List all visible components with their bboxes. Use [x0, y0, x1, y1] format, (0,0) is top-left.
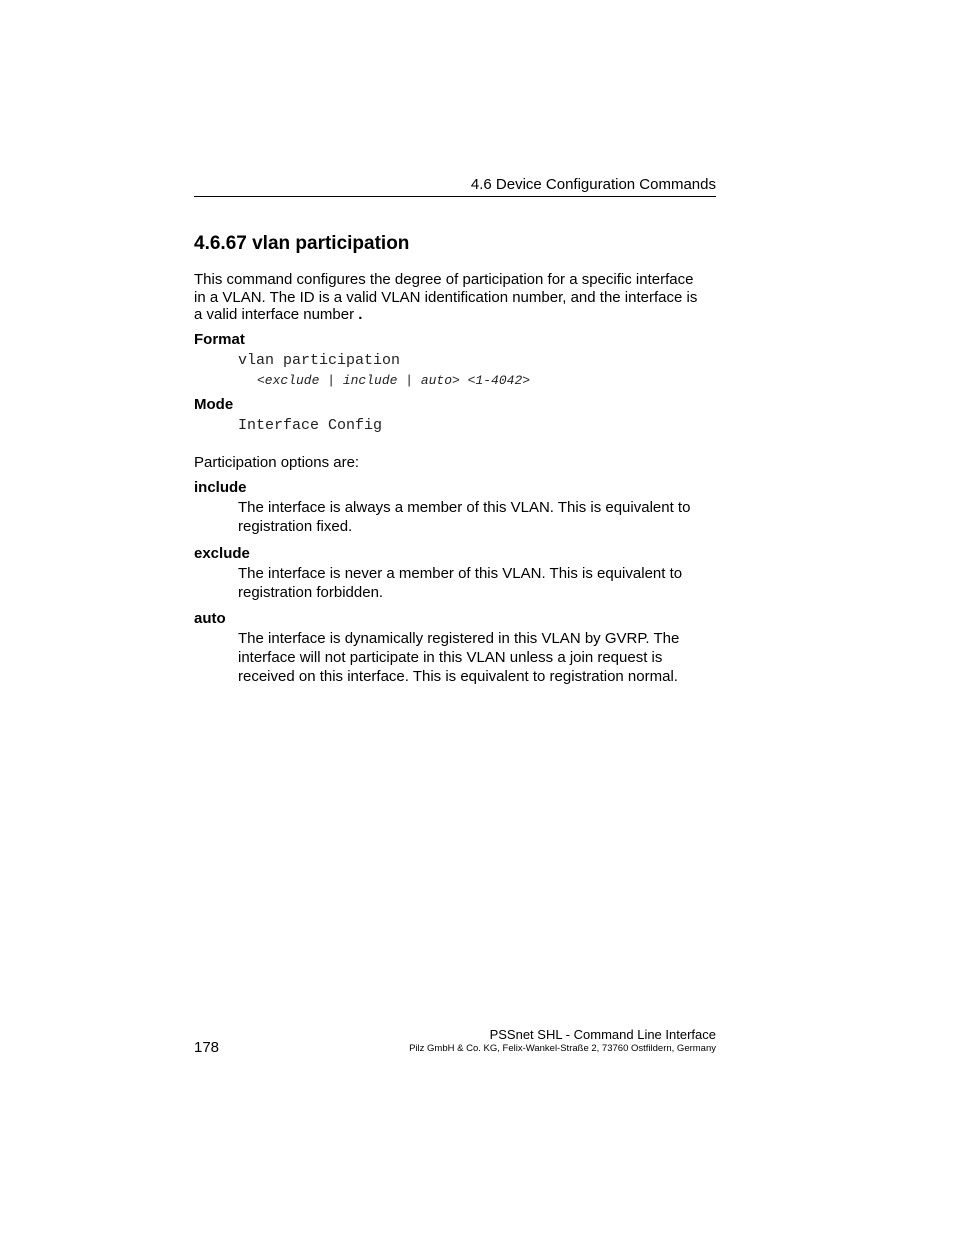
footer-title: PSSnet SHL - Command Line Interface	[489, 1027, 716, 1042]
intro-line	[194, 306, 724, 324]
option-term-include: include	[194, 479, 247, 496]
page-number: 178	[194, 1039, 220, 1056]
header-rule	[194, 196, 716, 197]
format-arguments: <exclude | include | auto> <1-4042>	[257, 373, 531, 388]
section-title: 4.6.67 vlan participation	[194, 233, 410, 254]
option-desc-line: The interface is dynamically registered in this VLAN by GVRP. The	[238, 630, 680, 647]
option-desc-include	[238, 498, 728, 536]
format-label: Format	[194, 331, 245, 348]
option-term-auto: auto	[194, 610, 226, 627]
option-desc-line: interface will not participate in this VLAN unless a join request is	[238, 649, 663, 666]
option-desc-line: The interface is never a member of this VLAN. This is equivalent to	[238, 565, 683, 582]
running-header: 4.6 Device Configuration Commands	[470, 176, 716, 193]
option-desc-line: registration fixed.	[238, 518, 353, 535]
intro-trailing-dot: .	[358, 306, 363, 323]
intro-line: in a VLAN. The ID is a valid VLAN identification number, and the interface is	[194, 288, 698, 306]
option-desc-line: registration forbidden.	[238, 584, 384, 601]
intro-line: This command configures the degree of participation for a specific interface	[194, 271, 694, 288]
option-desc-exclude	[238, 564, 728, 602]
intro-line-text: a valid interface number	[194, 306, 355, 323]
mode-value: Interface Config	[238, 417, 383, 434]
footer-address: Pilz GmbH & Co. KG, Felix-Wankel-Straße 2, 73760 Ostfildern, Germany	[409, 1043, 716, 1054]
option-term-exclude: exclude	[194, 545, 250, 562]
option-desc-line: The interface is always a member of this VLAN. This is equivalent to	[238, 499, 691, 516]
option-desc-line: received on this interface. This is equivalent to registration normal.	[238, 668, 678, 685]
mode-label: Mode	[194, 396, 234, 413]
options-intro: Participation options are:	[194, 454, 360, 471]
option-desc-auto	[238, 629, 728, 686]
intro-paragraph	[194, 271, 724, 324]
format-command: vlan participation	[238, 352, 401, 369]
